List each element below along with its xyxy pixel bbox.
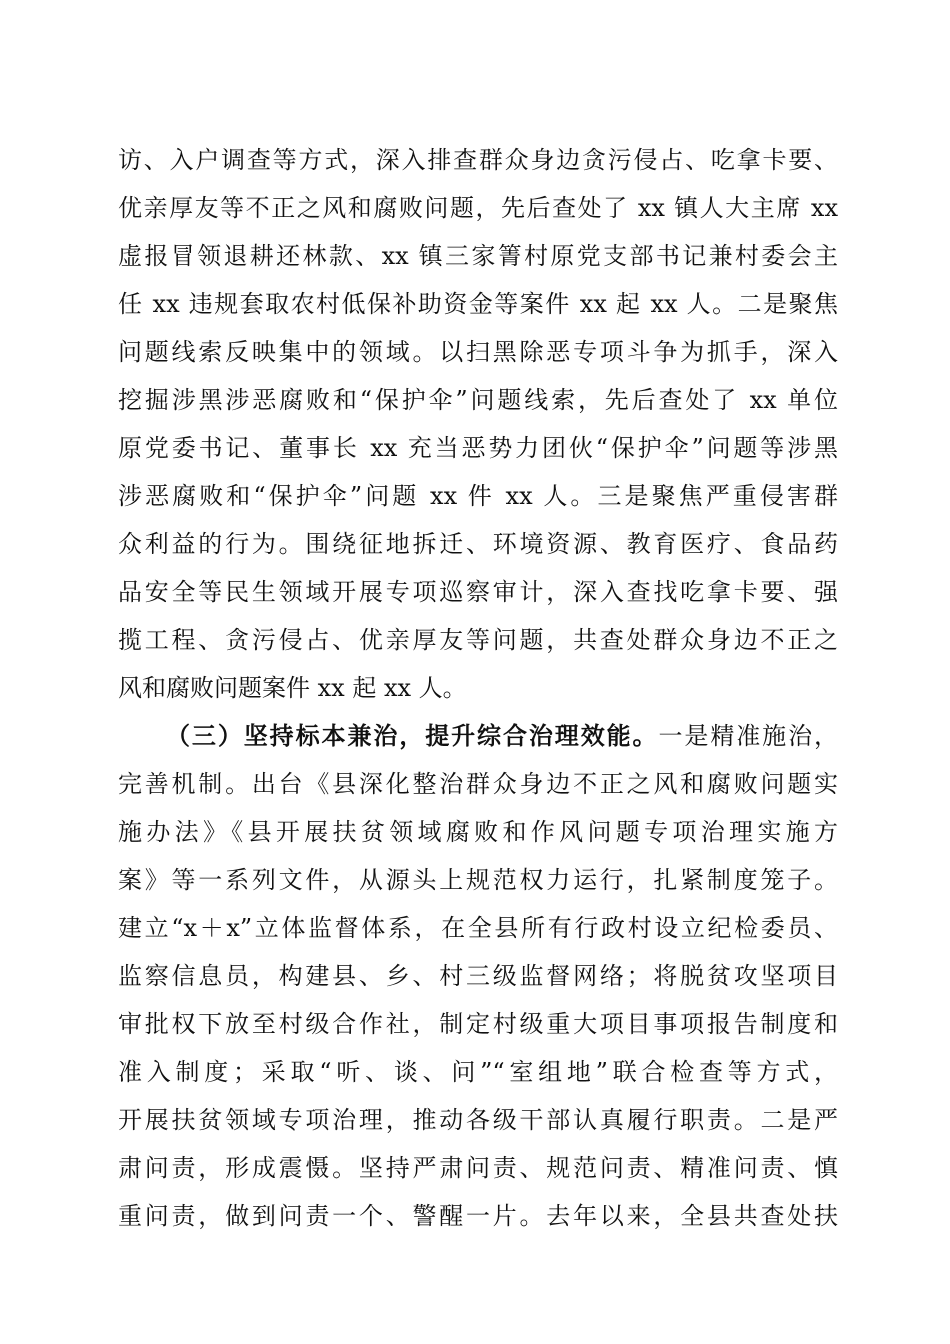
- section3-line-1: 完善机制。出台《县深化整治群众身边不正之风和腐败问题实: [118, 770, 838, 798]
- body-line-5: 问题线索反映集中的领域。以扫黑除恶专项斗争为抓手，深入: [118, 338, 838, 366]
- section3-line-2: 施办法》《县开展扶贫领域腐败和作风问题专项治理实施方: [118, 818, 838, 846]
- section3-line-6: 审批权下放至村级合作社，制定村级重大项目事项报告制度和: [118, 1010, 838, 1038]
- section3-line-7: 准入制度；采取“听、谈、问”“室组地”联合检查等方式，: [118, 1058, 838, 1086]
- body-line-1: 访、入户调查等方式，深入排查群众身边贪污侵占、吃拿卡要、: [118, 146, 838, 174]
- body-line-3: 虚报冒领退耕还林款、xx 镇三家箐村原党支部书记兼村委会主: [118, 242, 838, 270]
- body-line-11: 揽工程、贪污侵占、优亲厚友等问题，共查处群众身边不正之: [118, 626, 838, 654]
- section3-line-9: 肃问责，形成震慑。坚持严肃问责、规范问责、精准问责、慎: [118, 1154, 838, 1182]
- body-line-2: 优亲厚友等不正之风和腐败问题，先后查处了 xx 镇人大主席 xx: [118, 194, 838, 222]
- body-line-4: 任 xx 违规套取农村低保补助资金等案件 xx 起 xx 人。二是聚焦: [118, 290, 838, 318]
- section3-line-4: 建立“x＋x”立体监督体系，在全县所有行政村设立纪检委员、: [118, 914, 838, 942]
- body-line-7: 原党委书记、董事长 xx 充当恶势力团伙“保护伞”问题等涉黑: [118, 434, 838, 462]
- section3-first-rest: 一是精准施治，: [658, 722, 838, 750]
- body-line-9: 众利益的行为。围绕征地拆迁、环境资源、教育医疗、食品药: [118, 530, 838, 558]
- body-line-10: 品安全等民生领域开展专项巡察审计，深入查找吃拿卡要、强: [118, 578, 838, 606]
- section3-line-8: 开展扶贫领域专项治理，推动各级干部认真履行职责。二是严: [118, 1106, 838, 1134]
- body-line-6: 挖掘涉黑涉恶腐败和“保护伞”问题线索，先后查处了 xx 单位: [118, 386, 838, 414]
- body-line-12: 风和腐败问题案件 xx 起 xx 人。: [118, 674, 467, 702]
- body-line-8: 涉恶腐败和“保护伞”问题 xx 件 xx 人。三是聚焦严重侵害群: [118, 482, 838, 510]
- section3-line-5: 监察信息员，构建县、乡、村三级监督网络；将脱贫攻坚项目: [118, 962, 838, 990]
- section3-heading: （三）坚持标本兼治，提升综合治理效能。: [166, 721, 659, 750]
- section3-line-3: 案》等一系列文件，从源头上规范权力运行，扎紧制度笼子。: [118, 866, 838, 894]
- section3-first-line: [166, 716, 838, 756]
- section3-line-10: 重问责，做到问责一个、警醒一片。去年以来，全县共查处扶: [118, 1202, 838, 1230]
